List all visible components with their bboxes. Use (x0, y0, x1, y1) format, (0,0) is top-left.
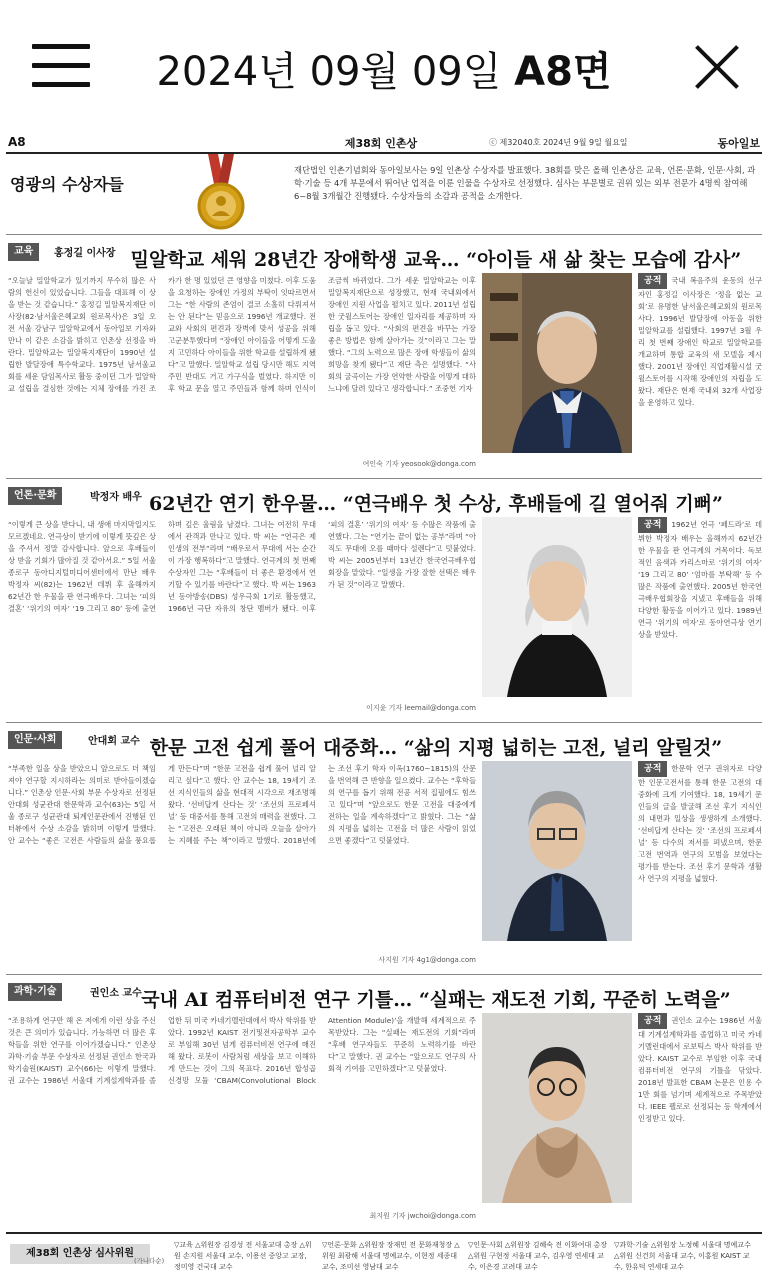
story-headline: 한문 고전 쉽게 풀어 대중화… “삶의 지평 넓히는 고전, 널리 알릴것” (149, 737, 723, 759)
portrait-photo (482, 273, 632, 453)
story-category: 언론·문화 (8, 487, 62, 505)
story-person: 홍정길 이사장 (54, 248, 116, 259)
medal-icon (196, 154, 246, 234)
story-credit: 최지원 기자 jwchoi@donga.com (369, 1212, 476, 1220)
jury-group: ▽교육 △위원장 김경성 전 서울교대 총장 △위원 손지원 서울대 교수, 이용선 중앙고 교장, 정미영 건국대 교수 (174, 1241, 312, 1271)
intro (6, 152, 762, 234)
jury-group: ▽인문·사회 △위원장 김혜숙 전 이화여대 총장 △위원 구현정 서울대 교수, 김우영 연세대 교수, 이은경 고려대 교수 (468, 1241, 608, 1271)
story-body: “조용하게 연구만 해 온 저에게 이런 상을 주신 것은 큰 의미가 있습니다. 가능하면 더 많은 후학들을 위한 연구를 이어가겠습니다.” 인촌상 과학·기술 부문 수상자로 선정된 권인소 한국과학기술원(KAIST) 교수(66)는 이렇게 말했다. 권 교수는 1986년 서울대 기계설계학과를 졸업한 뒤 미국 카네기멜런대에서 박사 학위를 받았다. 1992년 KAIST 전기및전자공학부 교수로 부임해 30년 넘게 컴퓨터비전 연구에 매진해 왔다. 로봇이 사람처럼 세상을 보고 이해하게 만드는 것이 그의 목표다. 2016년 합성곱 신경망 모듈 ‘CBAM(Convolutional Block Attention Module)’을 개발해 세계적으로 주목받았다. 그는 “실패는 재도전의 기회”라며 “후배 연구자들도 꾸준히 노력하기를 바란다”고 말했다. 권 교수는 “앞으로도 연구의 사회적 기여를 고민하겠다”고 덧붙였다. (8, 1016, 476, 1085)
story-credit: 여인숙 기자 yeosook@donga.com (362, 460, 476, 468)
masthead (6, 132, 762, 154)
story-person: 박정자 배우 (90, 492, 142, 503)
story-humanities (6, 722, 762, 975)
intro-heading: 영광의 수상자들 (10, 175, 124, 194)
achievement-text: 1962년 연극 ‘페드라’로 데뷔한 박정자 배우는 올해까지 62년간 한 우물을 판 연극계의 거목이다. 독보적인 음색과 카리스마로 ‘위기의 여자’ ‘19 그리고 80’ ‘엄마를 부탁해’ 등 수많은 작품에 출연했다. 2005년 한국연극배우협회장을 지냈고 후배들을 위해 다양한 활동을 이어가고 있다. 1989년 연극 ‘위기의 여자’로 동아연극상 연기상을 받았다. (638, 520, 762, 639)
title-date: 2024년 09월 09일 (156, 49, 502, 95)
story-headline: 국내 AI 컴퓨터비전 연구 기틀… “실패는 재도전 기회, 꾸준히 노력을” (141, 989, 731, 1011)
achievement-box (638, 273, 762, 409)
achievement-label: 공적 (638, 517, 667, 533)
masthead-section: 제38회 인촌상 (344, 137, 418, 150)
story-credit: 사지원 기자 4g1@donga.com (378, 956, 476, 964)
achievement-text: 권인소 교수는 1986년 서울대 기계설계학과를 졸업하고 미국 카네기멜런대에서 로보틱스 박사 학위를 받았다. KAIST 교수로 부임한 이후 국내 컴퓨터비전 연구의 기틀을 닦았다. 2018년 발표한 CBAM 논문은 인용 수 1만 회를 넘기며 세계적으로 주목받았다. IEEE 펠로로 선정되는 등 학계에서 인정받고 있다. (638, 1016, 762, 1123)
newspaper-page (6, 132, 762, 1280)
jury-heading: 제38회 인촌상 심사위원 (10, 1244, 150, 1264)
jury-group: ▽과학·기술 △위원장 노정혜 서울대 명예교수 △위원 신건희 서울대 교수, 이홍원 KAIST 교수, 한유덕 연세대 교수 (614, 1241, 751, 1271)
achievement-box (638, 517, 762, 641)
title-page: A8면 (514, 49, 612, 95)
portrait-photo (482, 517, 632, 697)
story-media-culture (6, 478, 762, 723)
portrait-photo (482, 1013, 632, 1203)
story-credit: 이지윤 기자 leemail@donga.com (366, 704, 476, 712)
achievement-text: 국내 복음주의 운동의 선구자인 홍정길 이사장은 ‘정을 없는 교회’로 유명한 남서울은혜교회의 원로목사다. 1996년 발달장애 아동을 위한 밀알학교를 설립했다. 1997년 3월 우리 첫 번째 장애인 학교로 밀알학교를 개교하며 통합 교육의 새 모델을 제시했다. 2001년 장애인 직업재활시설 굿윌스토어를 시작해 장애인의 자립을 도왔다. 재단은 현재 국내외 32개 사업장을 운영하고 있다. (638, 276, 762, 407)
story-headline: 62년간 연기 한우물… “연극배우 첫 수상, 후배들에 길 열어줘 기뻐” (149, 493, 723, 515)
story-category: 교육 (8, 243, 39, 261)
story-body: “오늘날 밀알학교가 있기까지 무수히 많은 사람의 헌신이 있었습니다. 그들을 대표해 이 상을 받는 것 같습니다.” 홍정길 밀알복지재단 이사장(82·남서울은혜교회 원로목사)은 3일 오전 서울 강남구 밀알학교에서 동아일보 기자와 만나 이 같은 소감을 밝히고 인촌상 선정을 바란다. 밀알학교는 밀알복지재단이 1990년 설립한 발달장애 특수학교다. 1975년 남서울교회를 세운 담임목사로 활동 중이던 그가 밀알학교 설립을 결심한 것에는 지체 장애를 가진 조카가 한 명 있었던 큰 영향을 미쳤다. 이후 도움을 요청하는 장애인 가정의 부탁이 잇따르면서 그는 “한 사람의 존엄이 결코 소홀히 다뤄져서는 안 된다”는 믿음으로 1996년 개교했다. 전교와 사회의 편견과 장벽에 맞서 성공을 위해 고군분투했다며 “장애인 아이들을 어떻게 도울지 고민하다 아이들을 위한 학교를 설립하게 됐다”고 말했다. 밀알학교 설립 당시만 해도 지역 주민 반대도 거고 가구식을 벌였다. 하지만 이후 학교 문을 열고 주민들과 함께 하며 인식이 조금씩 바뀌었다. 그가 세운 밀알학교는 이후 밀알복지재단으로 성장했고, 현재 국내외에서 장애인 지원 사업을 펼치고 있다. 2011년 설립한 굿윌스토어는 장애인 일자리를 제공하며 자립을 돕고 있다. “사회의 편견을 바꾸는 가장 좋은 방법은 함께 살아가는 것”이라고 그는 말했다. “그의 노력으로 많은 장애 학생들이 삶의 희망을 찾게 됐다”고 재단 측은 설명했다. “사회의 굴곡이는 가장 연약한 사람을 어떻게 대하느냐에 달려 있다고 생각합니다.” 조중헌 기자 (8, 276, 476, 393)
masthead-page: A8 (8, 135, 26, 149)
masthead-meta: ⓒ 제32040호 2024년 9월 9일 월요일 (489, 138, 628, 147)
page-title (100, 40, 668, 97)
story-science (6, 974, 762, 1231)
achievement-box (638, 761, 762, 885)
viewer-header (0, 0, 768, 132)
story-body: “부족한 일을 상을 받았으니 앞으로도 더 책임져야 연구할 지시하라는 의미로 받아들이겠습니다.” 인촌상 인문·사회 부문 수상자로 선정된 안대회 성균관대 한문학과 교수(63)는 5일 서울 종로구 성균관대 퇴계인문관에서 진행된 인터뷰에서 수상 소감을 밝히며 이렇게 말했다. 안 교수는 “좋은 고전은 사람들의 삶을 풍요롭게 만든다”며 “한문 고전을 쉽게 풀어 널리 알리고 싶다”고 했다. 안 교수는 18, 19세기 조선 지식인들의 삶을 현대적 시각으로 재조명해 왔다. ‘선비답게 산다는 것’ ‘조선의 프로페셔널’ 등 대중서를 통해 고전의 매력을 전했다. 그는 “고전은 오래된 책이 아니라 오늘을 살아가는 지혜를 주는 책”이라고 말했다. 2018년에는 조선 후기 학자 이옥(1760∼1815)의 산문을 번역해 큰 반향을 일으켰다. 교수는 “후학들의 연구를 돕기 위해 전공 서적 집필에도 힘쓰고 있다”며 “앞으로도 한문 고전을 대중에게 전하는 일을 계속하겠다”고 밝혔다. 그는 “삶의 지평을 넓히는 고전을 더 많은 사람이 읽었으면 좋겠다”고 덧붙였다. (8, 764, 476, 845)
newspaper-logo: 동아일보 (717, 137, 760, 150)
jury-section (6, 1232, 762, 1280)
story-category: 과학·기술 (8, 983, 62, 1001)
story-person: 안대회 교수 (88, 736, 140, 747)
jury-group: ▽언론·문화 △위원장 장재민 전 문화재청장 △위원 최광해 서울대 명예교수, 이현정 세종대 교수, 조미선 영남대 교수 (322, 1241, 460, 1271)
portrait-photo (482, 761, 632, 941)
close-icon[interactable] (694, 44, 740, 90)
story-education (6, 234, 762, 479)
story-person: 권인소 교수 (90, 988, 142, 999)
intro-text: 재단법인 인촌기념회와 동아일보사는 9일 인촌상 수상자를 발표했다. 38회를 맞은 올해 인촌상은 교육, 언론·문화, 인문·사회, 과학·기술 등 4개 부문에서 뛰어난 업적을 이룬 인물을 수상자로 선정했다. 심사는 부문별로 권위 있는 외부 전문가 4명씩 참여해 6~8월 3개월간 진행됐다. 수상자들의 소감과 공적을 소개한다. (294, 165, 756, 201)
story-category: 인문·사회 (8, 731, 62, 749)
jury-sub: (가나다순) (134, 1257, 165, 1265)
achievement-label: 공적 (638, 1013, 667, 1029)
menu-icon[interactable] (32, 44, 90, 88)
story-body: “이렇게 큰 상을 받다니, 내 생애 마지막일지도 모르겠네요. 연극상이 받기에 이렇게 뜻깊은 상을 주셔서 정말 감사합니다. 앞으로 후배들이 상 받을 기회가 많아질 것 같아서요.” 5일 서울 종로구 동아디지털미디어센터에서 만난 배우 박정자 씨(82)는 1962년 데뷔 후 올해까지 62년간 한 우물을 판 연극배우다. 그녀는 ‘피의 결혼’ ‘위기의 여자’ ‘19 그리고 80’ 등에 출연하며 깊은 울림을 남겼다. 그녀는 여전히 무대에서 관객과 만나고 있다. 박 씨는 “연극은 제 인생의 전부”라며 “배우로서 무대에 서는 순간이 가장 행복하다”고 말했다. 연극계의 첫 번째 수상자인 그는 “후배들이 더 좋은 환경에서 연기할 수 있기를 바란다”고 했다. 박 씨는 1963년 동아방송(DBS) 성우극회 1기로 활동했고, 1966년 극단 자유의 창단 멤버가 됐다. 이후 ‘피의 결혼’ ‘위기의 여자’ 등 수많은 작품에 출연했다. 그는 “연기는 끝이 없는 공부”라며 “아직도 무대에 오를 때마다 설렌다”고 덧붙였다. 박 씨는 2005년부터 13년간 한국연극배우협회장을 맡았다. “일생을 가장 잘한 선택은 배우가 된 것”이라고 말했다. (8, 520, 476, 613)
achievement-text: 한문학 연구 권위자로 다양한 인문고전서를 통해 한문 고전의 대중화에 크게 기여했다. 18, 19세기 문인들의 글을 발굴해 조선 후기 지식인의 내면과 일상을 생생하게 소개했다. ‘선비답게 산다는 것’ ‘조선의 프로페셔널’ 등 다수의 저서를 펴냈으며, 한문 고전 번역과 연구의 모범을 보였다는 평가를 받는다. 조선 후기 문학과 생활사 연구의 지평을 넓혔다. (638, 764, 762, 883)
achievement-label: 공적 (638, 273, 667, 289)
story-headline: 밀알학교 세워 28년간 장애학생 교육… “아이들 새 삶 찾는 모습에 감사” (130, 249, 742, 271)
achievement-box (638, 1013, 762, 1125)
achievement-label: 공적 (638, 761, 667, 777)
